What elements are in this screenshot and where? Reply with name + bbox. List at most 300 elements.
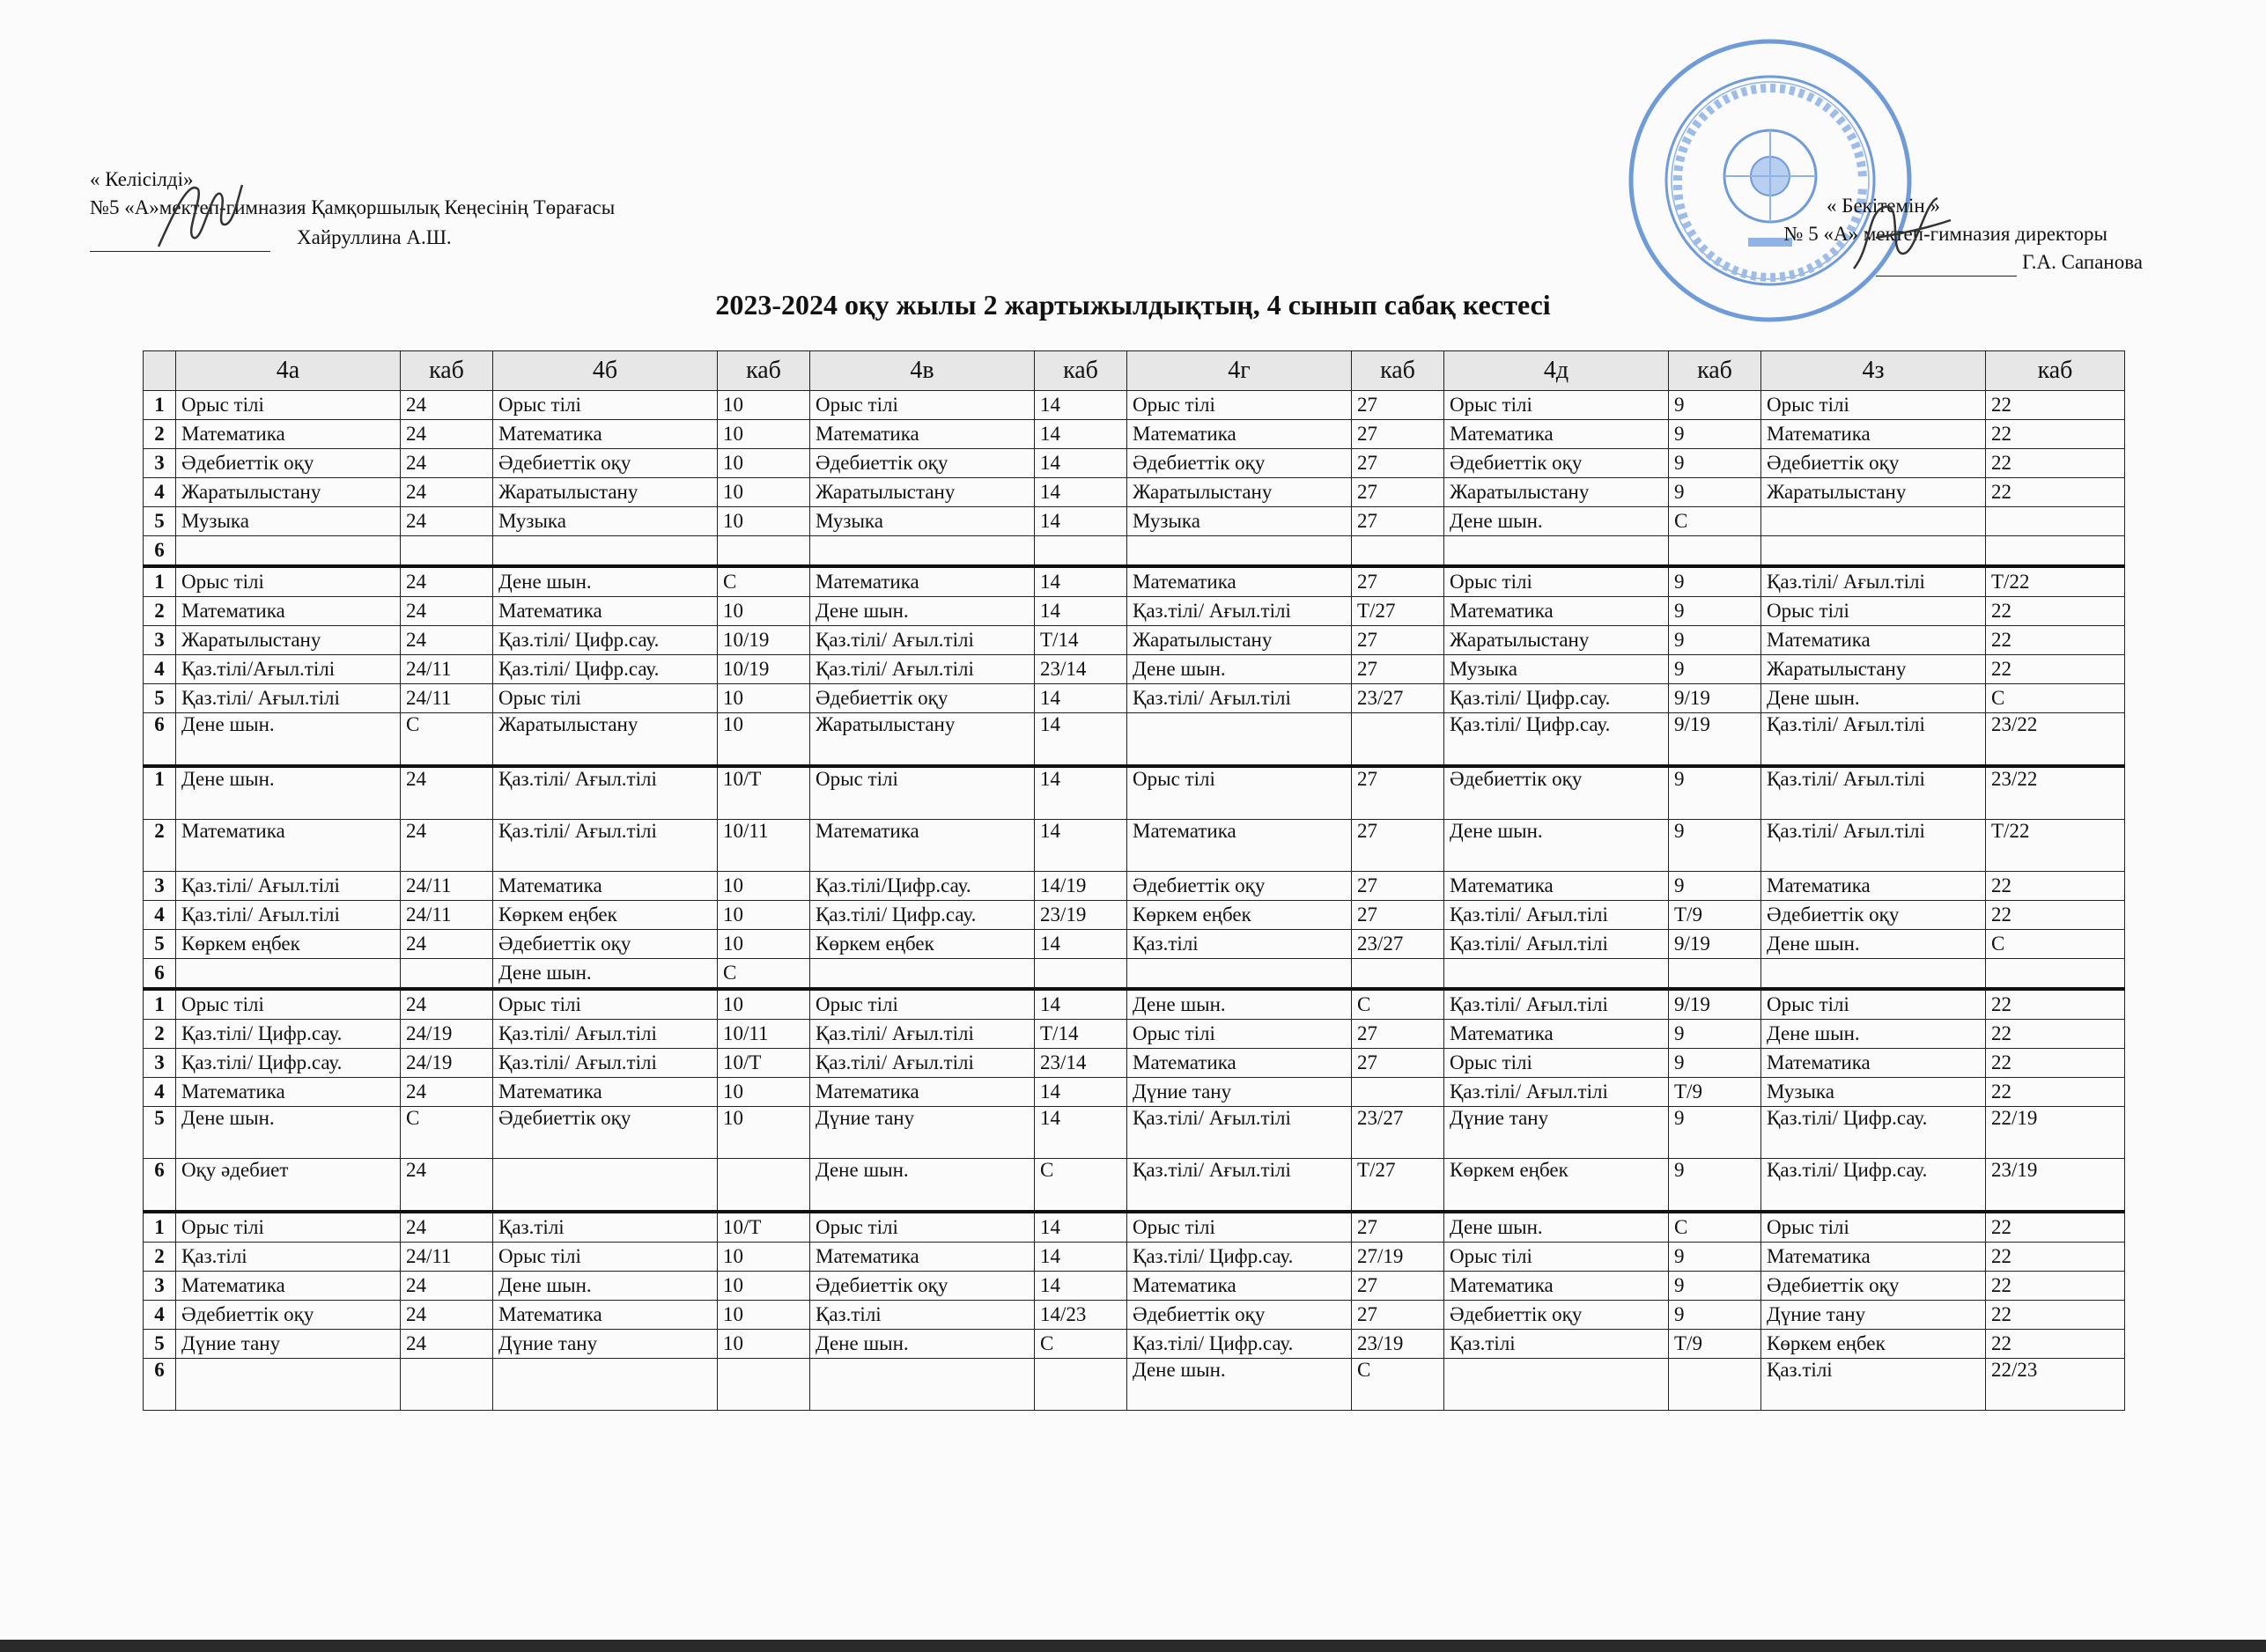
subject-cell: Дүние тану (1127, 1078, 1352, 1107)
room-cell (1669, 1359, 1761, 1411)
room-cell: С (1352, 1359, 1444, 1411)
room-cell: 27 (1352, 449, 1444, 478)
room-cell: 24 (401, 507, 493, 536)
subject-cell (810, 1359, 1035, 1411)
room-cell: 24/19 (401, 1049, 493, 1078)
page-title: 2023-2024 оқу жылы 2 жартыжылдықтың, 4 сынып сабақ кестесі (715, 289, 1551, 321)
subject-cell: Математика (1444, 1272, 1669, 1301)
room-cell: 24/11 (401, 1243, 493, 1272)
subject-cell: Жаратылыстану (1761, 478, 1986, 507)
room-cell: 22 (1986, 626, 2125, 655)
room-cell (1352, 536, 1444, 567)
room-cell: 9 (1669, 566, 1761, 597)
room-cell: 27 (1352, 1049, 1444, 1078)
room-cell: 24 (401, 766, 493, 820)
room-cell: 27 (1352, 901, 1444, 930)
room-cell: 27 (1352, 1020, 1444, 1049)
subject-cell: Қаз.тілі (493, 1212, 718, 1243)
room-cell: 22 (1986, 420, 2125, 449)
room-cell: С (1986, 684, 2125, 713)
room-cell: 14 (1035, 1212, 1127, 1243)
subject-cell (1127, 536, 1352, 567)
subject-cell: Қаз.тілі/ Ағыл.тілі (1127, 1159, 1352, 1213)
subject-cell: Дүние тану (810, 1107, 1035, 1159)
room-cell: 22/19 (1986, 1107, 2125, 1159)
subject-cell: Жаратылыстану (1444, 626, 1669, 655)
room-cell: 24 (401, 1301, 493, 1330)
subject-cell: Қаз.тілі/ Ағыл.тілі (1761, 820, 1986, 872)
subject-cell: Қаз.тілі/ Ағыл.тілі (1127, 597, 1352, 626)
room-cell (401, 536, 493, 567)
subject-cell: Қаз.тілі/ Цифр.сау. (1127, 1330, 1352, 1359)
schedule-table (143, 350, 2125, 1411)
subject-cell: Әдебиеттік оқу (176, 1301, 401, 1330)
room-cell: 10/Т (718, 1049, 810, 1078)
subject-cell (1127, 713, 1352, 767)
table-row (144, 655, 2125, 684)
room-cell (1035, 959, 1127, 990)
subject-cell: Орыс тілі (176, 989, 401, 1020)
subject-cell: Орыс тілі (1444, 1243, 1669, 1272)
room-cell: 27 (1352, 1212, 1444, 1243)
subject-cell: Математика (493, 597, 718, 626)
room-cell: 24 (401, 597, 493, 626)
subject-cell: Әдебиеттік оқу (1127, 1301, 1352, 1330)
subject-cell: Математика (493, 872, 718, 901)
table-row (144, 713, 2125, 767)
subject-cell (1127, 959, 1352, 990)
room-cell: 10 (718, 1301, 810, 1330)
table-row (144, 478, 2125, 507)
room-cell: 22/23 (1986, 1359, 2125, 1411)
room-cell: 23/19 (1986, 1159, 2125, 1213)
subject-cell: Қаз.тілі/ Цифр.сау. (176, 1049, 401, 1078)
room-cell: 24 (401, 626, 493, 655)
right-header (1784, 192, 2144, 277)
room-cell: Т/27 (1352, 597, 1444, 626)
room-cell: 10/11 (718, 1020, 810, 1049)
subject-cell: Музыка (810, 507, 1035, 536)
subject-cell: Қаз.тілі/ Цифр.сау. (1761, 1107, 1986, 1159)
subject-cell: Орыс тілі (1761, 391, 1986, 420)
room-cell: Т/27 (1352, 1159, 1444, 1213)
room-cell: 24/11 (401, 655, 493, 684)
room-cell: 22 (1986, 478, 2125, 507)
room-cell: 10 (718, 1107, 810, 1159)
subject-cell: Музыка (493, 507, 718, 536)
subject-cell: Әдебиеттік оқу (493, 930, 718, 959)
subject-cell: Дене шын. (810, 1159, 1035, 1213)
room-cell: 14 (1035, 597, 1127, 626)
subject-cell: Дене шын. (1444, 1212, 1669, 1243)
room-cell: 27 (1352, 1272, 1444, 1301)
lesson-number: 3 (144, 1049, 176, 1078)
subject-cell (176, 1359, 401, 1411)
subject-cell: Көркем еңбек (1444, 1159, 1669, 1213)
room-cell: 27 (1352, 655, 1444, 684)
header-row (144, 351, 2125, 391)
table-row (144, 766, 2125, 820)
subject-cell (176, 536, 401, 567)
subject-cell: Орыс тілі (1444, 1049, 1669, 1078)
subject-cell: Дене шын. (1127, 1359, 1352, 1411)
room-cell (1352, 713, 1444, 767)
room-cell (1986, 536, 2125, 567)
subject-cell: Әдебиеттік оқу (1761, 1272, 1986, 1301)
room-cell: 14 (1035, 420, 1127, 449)
room-cell: 9 (1669, 766, 1761, 820)
subject-cell: Орыс тілі (1761, 989, 1986, 1020)
agreed-label: « Келісілді» (90, 168, 194, 190)
subject-cell: Жаратылыстану (176, 626, 401, 655)
subject-cell (493, 536, 718, 567)
subject-cell: Қаз.тілі/ Цифр.сау. (1761, 1159, 1986, 1213)
lesson-number: 5 (144, 930, 176, 959)
room-cell: 10/11 (718, 820, 810, 872)
room-cell: 14 (1035, 1107, 1127, 1159)
room-cell: С (401, 713, 493, 767)
approved-label: « Бекітемін » (1827, 195, 1940, 217)
subject-cell: Дене шын. (1761, 1020, 1986, 1049)
room-cell: 10 (718, 597, 810, 626)
subject-cell: Математика (1444, 597, 1669, 626)
room-cell: С (718, 566, 810, 597)
room-cell: 27 (1352, 626, 1444, 655)
lesson-number: 6 (144, 536, 176, 567)
subject-cell: Математика (493, 1078, 718, 1107)
subject-cell: Әдебиеттік оқу (176, 449, 401, 478)
subject-cell: Математика (810, 420, 1035, 449)
subject-cell: Орыс тілі (1761, 597, 1986, 626)
lesson-number: 1 (144, 391, 176, 420)
lesson-number: 5 (144, 507, 176, 536)
subject-cell: Қаз.тілі/ Ағыл.тілі (176, 684, 401, 713)
room-cell: 24 (401, 930, 493, 959)
subject-cell: Орыс тілі (810, 391, 1035, 420)
subject-cell: Қаз.тілі/ Ағыл.тілі (1444, 989, 1669, 1020)
room-cell: 23/27 (1352, 1107, 1444, 1159)
room-cell: 27 (1352, 766, 1444, 820)
subject-cell: Математика (493, 1301, 718, 1330)
room-cell: 10 (718, 391, 810, 420)
subject-cell: Қаз.тілі/ Ағыл.тілі (1761, 766, 1986, 820)
subject-cell: Математика (1761, 420, 1986, 449)
subject-cell: Музыка (1127, 507, 1352, 536)
room-cell: 9 (1669, 1272, 1761, 1301)
room-cell: 14 (1035, 449, 1127, 478)
subject-cell: Көркем еңбек (1761, 1330, 1986, 1359)
room-cell: 23/27 (1352, 930, 1444, 959)
room-cell: С (1669, 1212, 1761, 1243)
subject-cell: Математика (810, 1078, 1035, 1107)
room-cell: 10 (718, 989, 810, 1020)
room-cell: 22 (1986, 1020, 2125, 1049)
subject-cell: Орыс тілі (493, 989, 718, 1020)
subject-cell: Орыс тілі (493, 391, 718, 420)
subject-cell: Қаз.тілі/ Ағыл.тілі (1444, 1078, 1669, 1107)
subject-cell (1444, 959, 1669, 990)
subject-cell: Әдебиеттік оқу (810, 684, 1035, 713)
subject-cell: Қаз.тілі (810, 1301, 1035, 1330)
subject-cell: Қаз.тілі/ Ағыл.тілі (493, 820, 718, 872)
subject-cell: Қаз.тілі/ Ағыл.тілі (176, 901, 401, 930)
table-row (144, 1243, 2125, 1272)
subject-cell: Математика (176, 820, 401, 872)
table-row (144, 1107, 2125, 1159)
table-row (144, 1159, 2125, 1213)
subject-cell: Жаратылыстану (810, 713, 1035, 767)
room-cell: Т/9 (1669, 1330, 1761, 1359)
room-cell: 9 (1669, 1159, 1761, 1213)
room-cell: Т/22 (1986, 566, 2125, 597)
lesson-number: 4 (144, 1078, 176, 1107)
subject-cell: Орыс тілі (810, 989, 1035, 1020)
subject-cell: Дене шын. (176, 1107, 401, 1159)
room-cell: 27 (1352, 1301, 1444, 1330)
subject-cell: Қаз.тілі/ Ағыл.тілі (1761, 713, 1986, 767)
table-row (144, 449, 2125, 478)
room-cell: 24/11 (401, 901, 493, 930)
subject-cell: Математика (1444, 1020, 1669, 1049)
subject-cell: Қаз.тілі/ Цифр.сау. (810, 901, 1035, 930)
subject-cell: Қаз.тілі/ Ағыл.тілі (493, 766, 718, 820)
subject-cell: Әдебиеттік оқу (1444, 449, 1669, 478)
room-cell: 14 (1035, 684, 1127, 713)
room-cell: 24/11 (401, 872, 493, 901)
room-cell (1986, 507, 2125, 536)
room-cell: 9/19 (1669, 713, 1761, 767)
room-cell: 9/19 (1669, 684, 1761, 713)
subject-cell: Жаратылыстану (1761, 655, 1986, 684)
column-header: каб (718, 351, 810, 391)
room-cell: 22 (1986, 1212, 2125, 1243)
subject-cell: Математика (176, 1078, 401, 1107)
lesson-number: 4 (144, 655, 176, 684)
room-cell: 22 (1986, 597, 2125, 626)
room-cell: 24/19 (401, 1020, 493, 1049)
subject-cell: Көркем еңбек (493, 901, 718, 930)
subject-cell: Математика (176, 420, 401, 449)
subject-cell: Жаратылыстану (176, 478, 401, 507)
lesson-number: 3 (144, 872, 176, 901)
subject-cell: Дене шын. (1761, 684, 1986, 713)
subject-cell: Қаз.тілі/ Ағыл.тілі (1444, 901, 1669, 930)
room-cell: 10 (718, 713, 810, 767)
table-row (144, 1301, 2125, 1330)
lesson-number: 1 (144, 766, 176, 820)
lesson-number: 3 (144, 626, 176, 655)
room-cell (1986, 959, 2125, 990)
subject-cell: Орыс тілі (176, 566, 401, 597)
room-cell: С (1986, 930, 2125, 959)
lesson-number: 2 (144, 1020, 176, 1049)
table-row (144, 597, 2125, 626)
subject-cell: Әдебиеттік оқу (1127, 872, 1352, 901)
subject-cell: Әдебиеттік оқу (1444, 1301, 1669, 1330)
subject-cell: Дене шын. (1761, 930, 1986, 959)
room-cell: 9 (1669, 449, 1761, 478)
table-row (144, 820, 2125, 872)
lesson-number: 4 (144, 901, 176, 930)
room-cell: 22 (1986, 1272, 2125, 1301)
lesson-number: 2 (144, 1243, 176, 1272)
column-header: каб (401, 351, 493, 391)
subject-cell (1761, 959, 1986, 990)
subject-cell: Қаз.тілі (1761, 1359, 1986, 1411)
subject-cell: Көркем еңбек (810, 930, 1035, 959)
table-row (144, 1212, 2125, 1243)
subject-cell: Қаз.тілі/ Ағыл.тілі (493, 1049, 718, 1078)
room-cell: 9 (1669, 1020, 1761, 1049)
subject-cell: Орыс тілі (1444, 391, 1669, 420)
room-cell: 10 (718, 449, 810, 478)
column-header: 4з (1761, 351, 1986, 391)
subject-cell: Қаз.тілі/ Ағыл.тілі (810, 655, 1035, 684)
room-cell: 24/11 (401, 684, 493, 713)
lesson-number: 4 (144, 478, 176, 507)
room-cell: 10 (718, 478, 810, 507)
room-cell: 14 (1035, 507, 1127, 536)
subject-cell: Орыс тілі (176, 391, 401, 420)
room-cell: 24 (401, 1272, 493, 1301)
table-row (144, 566, 2125, 597)
subject-cell: Дене шын. (493, 959, 718, 990)
room-cell: Т/14 (1035, 626, 1127, 655)
column-header: 4а (176, 351, 401, 391)
room-cell: 27 (1352, 872, 1444, 901)
subject-cell: Дене шын. (493, 1272, 718, 1301)
table-row (144, 536, 2125, 567)
director-name: Г.А. Сапанова (2022, 251, 2143, 273)
subject-cell: Әдебиеттік оқу (1761, 449, 1986, 478)
subject-cell: Математика (1761, 1243, 1986, 1272)
room-cell: 14 (1035, 766, 1127, 820)
column-header: каб (1986, 351, 2125, 391)
subject-cell: Әдебиеттік оқу (810, 1272, 1035, 1301)
subject-cell: Дене шын. (1127, 989, 1352, 1020)
room-cell: 22 (1986, 989, 2125, 1020)
subject-cell: Дене шын. (176, 713, 401, 767)
room-cell: 10 (718, 1272, 810, 1301)
room-cell: 27 (1352, 820, 1444, 872)
lesson-number: 2 (144, 820, 176, 872)
column-header: 4г (1127, 351, 1352, 391)
subject-cell: Жаратылыстану (810, 478, 1035, 507)
subject-cell: Орыс тілі (1444, 566, 1669, 597)
room-cell: С (401, 1107, 493, 1159)
subject-cell: Әдебиеттік оқу (493, 449, 718, 478)
subject-cell: Әдебиеттік оқу (493, 1107, 718, 1159)
table-row (144, 1078, 2125, 1107)
subject-cell: Математика (1761, 872, 1986, 901)
room-cell: 14 (1035, 930, 1127, 959)
subject-cell: Дене шын. (1444, 820, 1669, 872)
room-cell (1669, 536, 1761, 567)
room-cell: 27 (1352, 566, 1444, 597)
lesson-number: 1 (144, 566, 176, 597)
subject-cell (1761, 536, 1986, 567)
room-cell (1352, 1078, 1444, 1107)
table-row (144, 391, 2125, 420)
subject-cell: Қаз.тілі/ Цифр.сау. (1444, 713, 1669, 767)
room-cell: 23/22 (1986, 766, 2125, 820)
subject-cell: Математика (1761, 626, 1986, 655)
subject-cell: Математика (176, 597, 401, 626)
subject-cell: Орыс тілі (493, 684, 718, 713)
subject-cell: Математика (1761, 1049, 1986, 1078)
room-cell: 24 (401, 989, 493, 1020)
subject-cell: Әдебиеттік оқу (1761, 901, 1986, 930)
lesson-number: 2 (144, 597, 176, 626)
subject-cell: Математика (1127, 420, 1352, 449)
table-row (144, 684, 2125, 713)
lesson-number: 5 (144, 1330, 176, 1359)
subject-cell: Математика (176, 1272, 401, 1301)
chair-name: Хайруллина А.Ш. (297, 226, 452, 248)
room-cell (1669, 959, 1761, 990)
room-cell: 10/19 (718, 655, 810, 684)
room-cell: 22 (1986, 655, 2125, 684)
room-cell: 9/19 (1669, 930, 1761, 959)
subject-cell: Дене шын. (176, 766, 401, 820)
room-cell: 14 (1035, 820, 1127, 872)
subject-cell: Қаз.тілі/ Цифр.сау. (176, 1020, 401, 1049)
room-cell: С (1669, 507, 1761, 536)
room-cell: 9 (1669, 820, 1761, 872)
room-cell: 22 (1986, 872, 2125, 901)
room-cell: С (718, 959, 810, 990)
subject-cell (810, 536, 1035, 567)
subject-cell: Орыс тілі (1761, 1212, 1986, 1243)
table-row (144, 507, 2125, 536)
room-cell: 24 (401, 1212, 493, 1243)
room-cell: 10/Т (718, 1212, 810, 1243)
room-cell: 22 (1986, 1078, 2125, 1107)
subject-cell: Дене шын. (810, 1330, 1035, 1359)
subject-cell: Қаз.тілі/ Цифр.сау. (1444, 684, 1669, 713)
room-cell: 23/14 (1035, 655, 1127, 684)
room-cell: 14 (1035, 391, 1127, 420)
subject-cell: Қаз.тілі (1444, 1330, 1669, 1359)
subject-cell: Орыс тілі (810, 766, 1035, 820)
room-cell (401, 959, 493, 990)
subject-cell: Математика (1127, 566, 1352, 597)
room-cell: 10 (718, 507, 810, 536)
room-cell: 22 (1986, 1049, 2125, 1078)
subject-cell: Математика (1127, 820, 1352, 872)
subject-cell: Дүние тану (493, 1330, 718, 1359)
room-cell: 24 (401, 820, 493, 872)
subject-cell: Қаз.тілі/ Ағыл.тілі (1761, 566, 1986, 597)
column-header: каб (1352, 351, 1444, 391)
subject-cell: Математика (1444, 420, 1669, 449)
subject-cell (1761, 507, 1986, 536)
subject-cell: Оқу әдебиет (176, 1159, 401, 1213)
subject-cell: Орыс тілі (1127, 1020, 1352, 1049)
room-cell: Т/14 (1035, 1020, 1127, 1049)
room-cell: 10/19 (718, 626, 810, 655)
room-cell: 27 (1352, 478, 1444, 507)
room-cell: 9 (1669, 391, 1761, 420)
table-row (144, 626, 2125, 655)
subject-cell: Орыс тілі (1127, 1212, 1352, 1243)
subject-cell: Қаз.тілі/ Ағыл.тілі (810, 1020, 1035, 1049)
room-cell: 10 (718, 930, 810, 959)
room-cell (718, 536, 810, 567)
table-row (144, 901, 2125, 930)
room-cell: 10 (718, 1243, 810, 1272)
room-cell: 22 (1986, 391, 2125, 420)
